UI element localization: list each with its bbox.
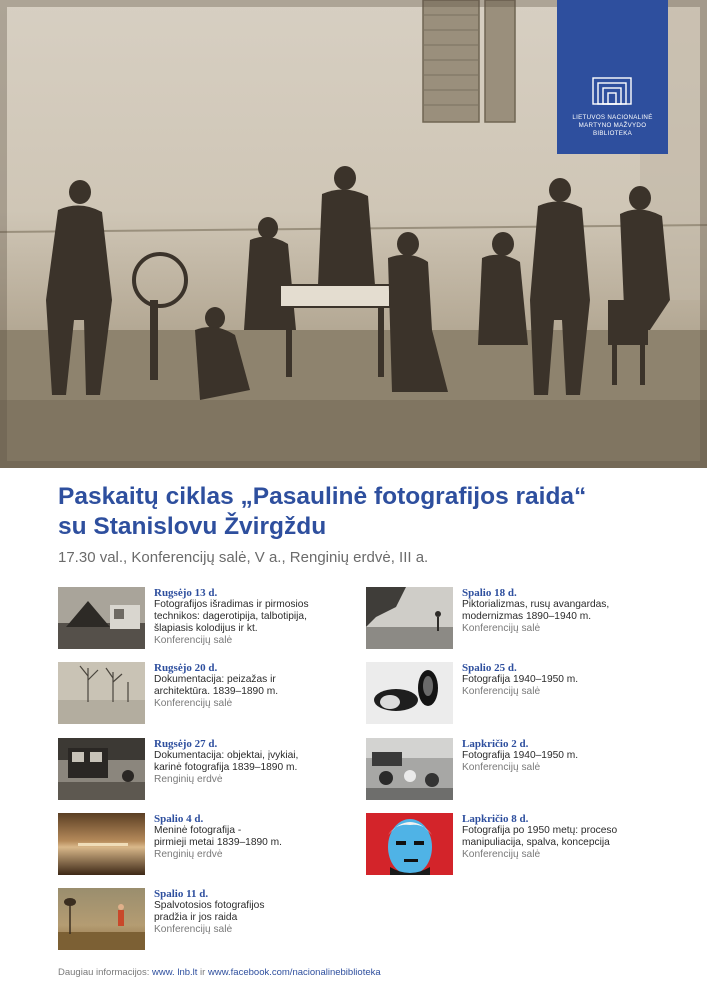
schedule-subtitle: 17.30 val., Konferencijų salė, V a., Renginių erdvė, III a.: [58, 549, 429, 566]
lecture-title: [462, 825, 662, 849]
lecture-thumbnail: [366, 587, 453, 649]
lecture-title: [154, 750, 354, 774]
library-logo-icon: [591, 76, 633, 106]
lecture-title-line: Dokumentacija: peizažas ir: [154, 674, 276, 685]
lecture-title-line: Spalvotosios fotografijos: [154, 900, 265, 911]
lecture-venue: Konferencijų salė: [462, 686, 541, 697]
lecture-title-line: Piktorializmas, rusų avangardas,: [462, 599, 610, 610]
window-shutter: [423, 0, 515, 122]
lecture-title-line: manipuliacija, spalva, koncepcija: [462, 837, 610, 848]
lecture-item: [58, 888, 358, 952]
lecture-thumbnail: [58, 587, 145, 649]
lecture-title-line: Meninė fotografija -: [154, 825, 242, 836]
lecture-venue: Renginių erdvė: [154, 774, 223, 785]
lecture-title: [462, 674, 662, 686]
lecture-title-line: pirmieji metai 1839–1890 m.: [154, 837, 282, 848]
lecture-title: [154, 825, 354, 849]
library-logo[interactable]: [557, 0, 668, 154]
logo-line-3: BIBLIOTEKA: [592, 130, 633, 137]
lecture-item: [58, 813, 358, 877]
lecture-item: [58, 662, 358, 726]
lecture-date: Lapkričio 2 d.: [462, 738, 529, 750]
lecture-venue: Renginių erdvė: [154, 849, 223, 860]
hero-photo: [0, 0, 707, 468]
footer-info: [58, 967, 381, 978]
lecture-date: Lapkričio 8 d.: [462, 813, 529, 825]
website-link[interactable]: www. lnb.lt: [152, 967, 198, 978]
lecture-title-line: karinė fotografija 1839–1890 m.: [154, 762, 298, 773]
lecture-date: Spalio 4 d.: [154, 813, 204, 825]
lecture-title-line: Fotografija 1940–1950 m.: [462, 674, 579, 685]
lecture-thumbnail: [58, 888, 145, 950]
lecture-item: [366, 587, 686, 651]
lecture-title-line: Fotografija 1940–1950 m.: [462, 750, 579, 761]
lecture-title-line: Fotografijos išradimas ir pirmosios: [154, 599, 309, 610]
lecture-title-line: modernizmas 1890–1940 m.: [462, 611, 592, 622]
lecture-item: [366, 813, 686, 877]
lecture-thumbnail: [58, 813, 145, 875]
lecture-title: [154, 900, 354, 924]
lecture-thumbnail: [58, 662, 145, 724]
lecture-title: [154, 599, 354, 635]
footer-joiner: ir: [197, 967, 208, 978]
lecture-thumbnail: [58, 738, 145, 800]
lecture-venue: Konferencijų salė: [462, 762, 541, 773]
logo-line-2: MARTYNO MAŽVYDO: [578, 122, 647, 129]
lecture-venue: Konferencijų salė: [462, 623, 541, 634]
facebook-link[interactable]: www.facebook.com/nacionalinebiblioteka: [207, 967, 381, 978]
lecture-date: Spalio 11 d.: [154, 888, 209, 900]
lecture-date: Rugsėjo 20 d.: [154, 662, 218, 674]
lecture-title-line: technikos: dagerotipija, talbotipija,: [154, 611, 307, 622]
lecture-venue: Konferencijų salė: [462, 849, 541, 860]
lecture-date: Rugsėjo 27 d.: [154, 738, 218, 750]
title-line-2: su Stanislovu Žvirgždu: [58, 513, 327, 540]
lecture-title-line: Fotografija po 1950 metų: proceso: [462, 825, 618, 836]
footer-prefix: Daugiau informacijos:: [58, 967, 152, 978]
logo-line-1: LIETUVOS NACIONALINĖ: [572, 114, 653, 121]
lecture-title: [462, 599, 662, 623]
lecture-title-line: Dokumentacija: objektai, įvykiai,: [154, 750, 299, 761]
lecture-venue: Konferencijų salė: [154, 698, 233, 709]
lecture-title-line: architektūra. 1839–1890 m.: [154, 686, 279, 697]
lecture-title-line: pradžia ir jos raida: [154, 912, 238, 923]
lecture-thumbnail: [366, 813, 453, 875]
lecture-title: [462, 750, 662, 762]
library-logo-text: [557, 114, 668, 138]
lecture-date: Rugsėjo 13 d.: [154, 587, 218, 599]
lecture-item: [58, 587, 358, 651]
page-title: [58, 482, 698, 542]
lecture-thumbnail: [366, 662, 453, 724]
title-line-1: Paskaitų ciklas „Pasaulinė fotografijos raida“: [58, 483, 587, 510]
lecture-title: [154, 674, 354, 698]
lecture-title-line: šlapiasis kolodijus ir kt.: [154, 623, 258, 634]
lecture-item: [366, 738, 686, 802]
lecture-thumbnail: [366, 738, 453, 800]
lecture-venue: Konferencijų salė: [154, 635, 233, 646]
lecture-venue: Konferencijų salė: [154, 924, 233, 935]
lecture-item: [366, 662, 686, 726]
lecture-date: Spalio 25 d.: [462, 662, 517, 674]
lecture-item: [58, 738, 358, 802]
lecture-date: Spalio 18 d.: [462, 587, 517, 599]
